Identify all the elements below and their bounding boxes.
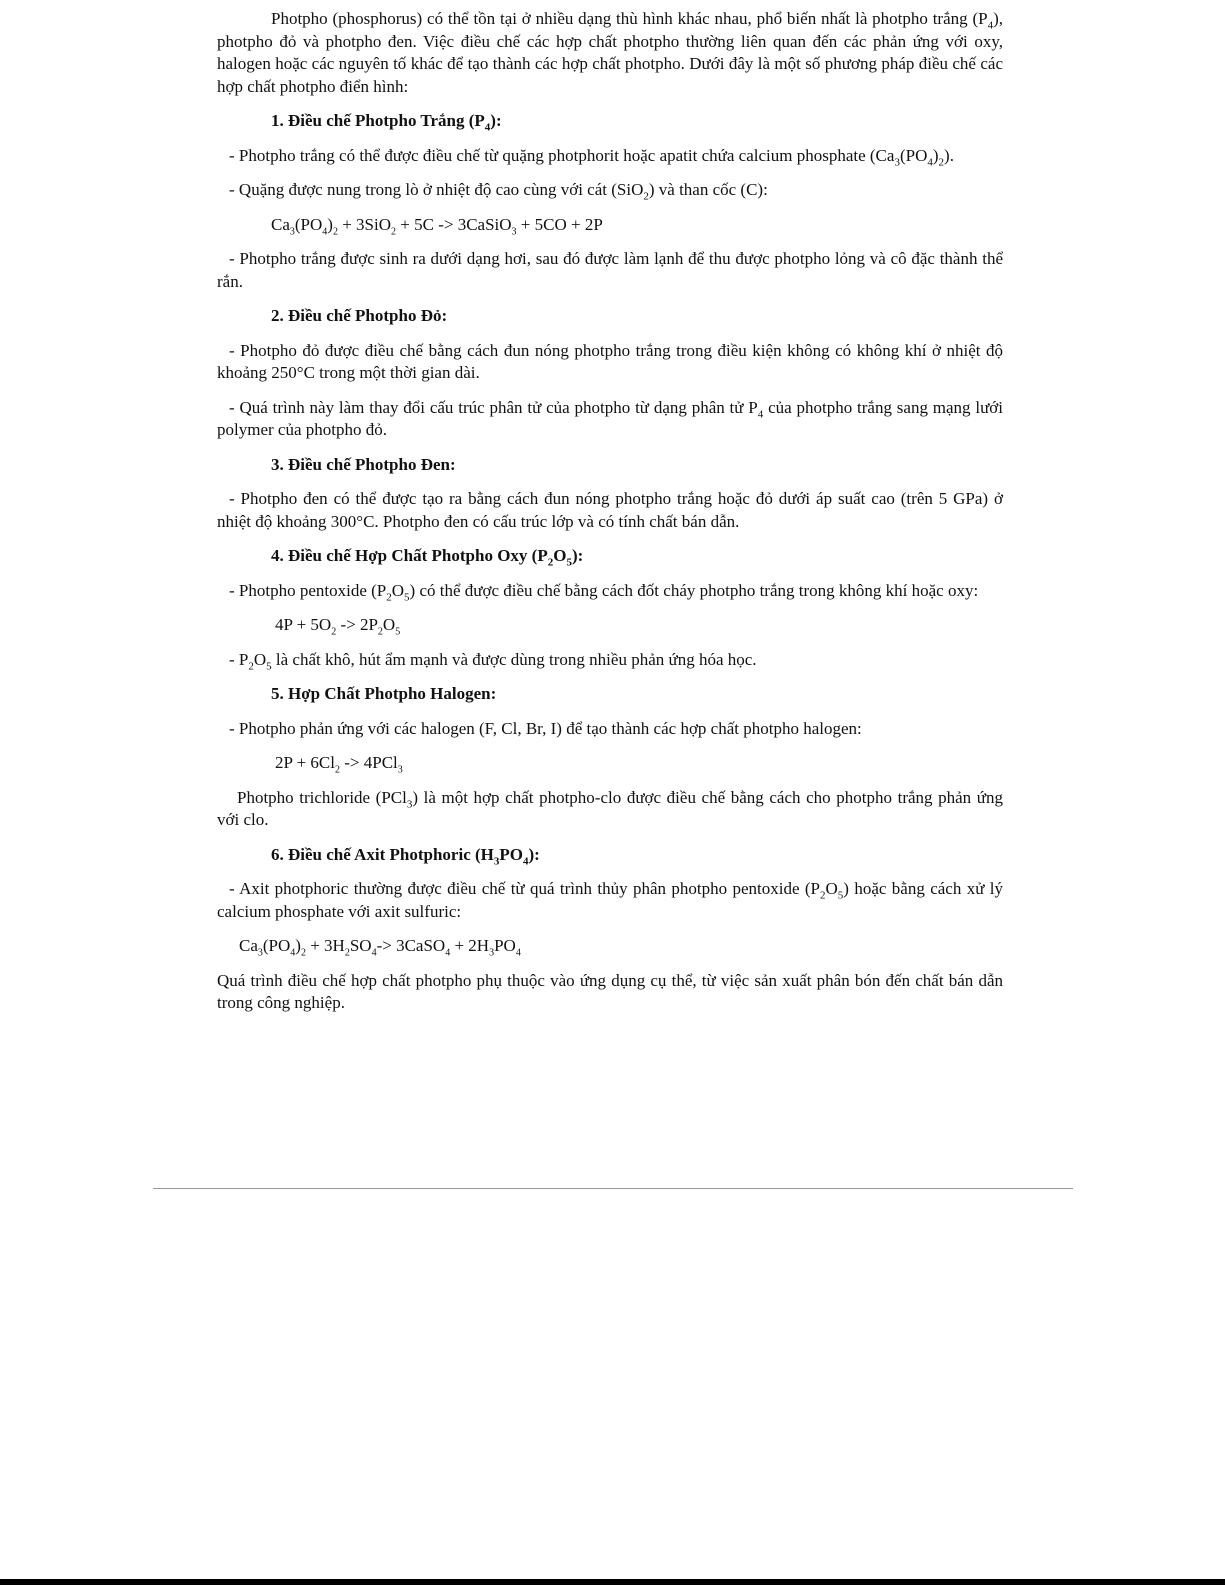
page-bottom-edge xyxy=(0,1579,1225,1585)
section-2-bullet-1: - Photpho đỏ được điều chế bằng cách đun nóng photpho trắng trong điều kiện không có không khí ở nhiệt độ khoảng 250°C trong một thời gian dài. xyxy=(217,340,1003,382)
conclusion-paragraph: Quá trình điều chế hợp chất photpho phụ thuộc vào ứng dụng cụ thể, từ việc sản xuất phân bón đến chất bán dẫn trong công nghiệp. xyxy=(217,970,1003,1012)
section-5-bullet-1: - Photpho phản ứng với các halogen (F, Cl, Br, I) để tạo thành các hợp chất photpho halogen: xyxy=(229,718,862,738)
intro-paragraph: Photpho (phosphorus) có thể tồn tại ở nhiều dạng thù hình khác nhau, phổ biến nhất là photpho trắng $(P_4)$, photpho đỏ và photpho đen. Việc điều chế các hợp chất photpho thường liên quan đến các phản ứng với oxy, halogen hoặc các nguyên tố khác để tạo thành các hợp chất photpho. Dưới đây là một số phương pháp điều chế các hợp chất photpho điển hình: xyxy=(217,9,1003,96)
section-3-bullet-1: - Photpho đen có thể được tạo ra bằng cách đun nóng photpho trắng hoặc đỏ dưới áp suất cao (trên 5 GPa) ở nhiệt độ khoảng 300°C. Photpho đen có cấu trúc lớp và có tính chất bán dẫn. xyxy=(217,489,1003,531)
document-body xyxy=(217,8,1003,1015)
section-6-equation: $Ca_3(PO_4)_2 + 3H_2SO_4->$ 3CaSO$_4$ + $2H_3PO_4$ xyxy=(239,936,521,959)
section-4-equation: $4P + 5O_2 -> 2P_2O_5$ xyxy=(275,615,401,638)
section-1-equation: $Ca_3(PO_4)_2 + 3SiO_2 + 5C$ -> 3CaSiO$_3$ + 5CO + 2P xyxy=(271,214,603,237)
section-4-bullet-1: - Photpho pentoxide $(P_2O_5)$ có thể được điều chế bằng cách đốt cháy photpho trắng trong không khí hoặc oxy: xyxy=(229,580,979,603)
section-6-heading: 6. Điều chế Axit Photphoric $(H_3PO_4)$: xyxy=(271,844,540,867)
page-divider xyxy=(153,1188,1073,1189)
section-5-heading: 5. Hợp Chất Photpho Halogen: xyxy=(271,684,497,703)
section-2-heading: 2. Điều chế Photpho Đỏ: xyxy=(271,306,448,325)
section-4-bullet-2: - $P_2O_5$ là chất khô, hút ẩm mạnh và được dùng trong nhiều phản ứng hóa học. xyxy=(229,649,757,672)
section-1-bullet-2: - Quặng được nung trong lò ở nhiệt độ cao cùng với cát (SiO$_2$) và than cốc (C): xyxy=(229,180,768,203)
section-2-bullet-2: - Quá trình này làm thay đổi cấu trúc phân tử của photpho từ dạng phân tử $P_4$ của photpho trắng sang mạng lưới polymer của photpho đỏ. xyxy=(217,397,1003,439)
section-1-bullet-3: - Photpho trắng được sinh ra dưới dạng hơi, sau đó được làm lạnh để thu được photpho lỏng và cô đặc thành thể rắn. xyxy=(217,249,1003,291)
section-6-bullet-1: - Axit photphoric thường được điều chế từ quá trình thủy phân photpho pentoxide $(P_2O_5)$ hoặc bằng cách xử lý calcium phosphate với axit sulfuric: xyxy=(217,879,1004,921)
section-4-heading: 4. Điều chế Hợp Chất Photpho Oxy $(P_2O_5)$: xyxy=(271,546,584,569)
section-1-heading: 1. Điều chế Photpho Trắng $(P_4)$: xyxy=(271,111,502,134)
section-1-bullet-1: - Photpho trắng có thể được điều chế từ quặng photphorit hoặc apatit chứa calcium phosphate $(Ca_3(PO_4)_2)$. xyxy=(229,145,954,168)
section-5-note: Photpho trichloride (PCl$_3$) là một hợp chất photpho-clo được điều chế bằng cách cho photpho trắng phản ứng với clo. xyxy=(217,787,1003,829)
section-3-heading: 3. Điều chế Photpho Đen: xyxy=(271,454,456,474)
section-5-equation: $2P + 6Cl_2 -> 4PCl_3$ xyxy=(275,753,403,776)
